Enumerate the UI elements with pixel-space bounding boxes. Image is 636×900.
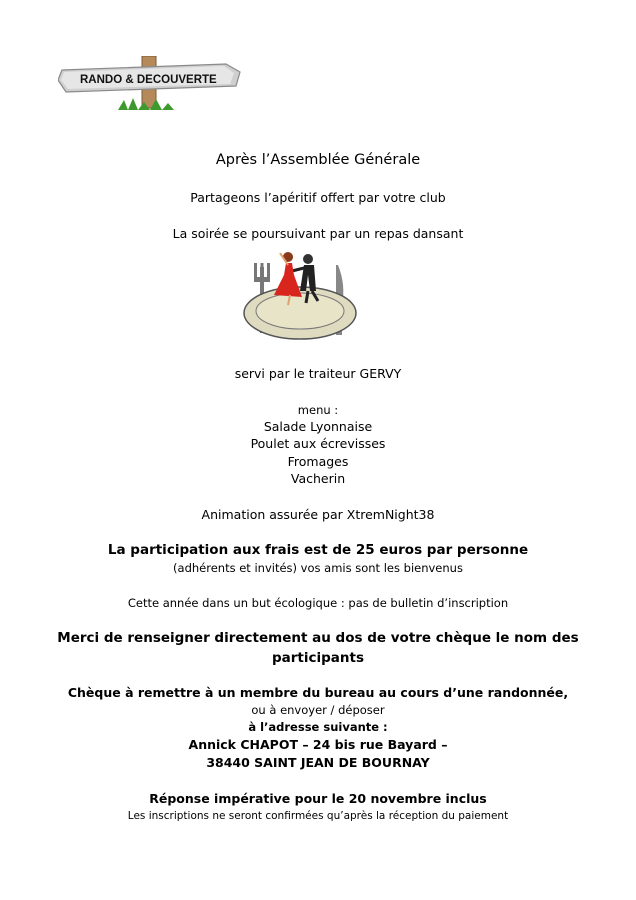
participation-text: La participation aux frais est de 25 euros par personne [107, 542, 529, 558]
reponse-text: Réponse impérative pour le 20 novembre inclus [149, 791, 487, 806]
ecologique-text: Cette année dans un but écologique : pas de bulletin d’inscription [127, 596, 509, 610]
signpost-icon [58, 56, 242, 114]
address-line-2: 38440 SAINT JEAN DE BOURNAY [206, 755, 430, 770]
logo-text: RANDO & DECOUVERTE [80, 74, 217, 86]
aperitif-text: Partageons l’apéritif offert par votre club [190, 190, 446, 205]
page-title: Après l’Assemblée Générale [215, 152, 421, 168]
address-line-1: Annick CHAPOT – 24 bis rue Bayard – [188, 737, 448, 752]
inscriptions-text: Les inscriptions ne seront confirmées qu’après la réception du paiement [127, 810, 509, 822]
cheque-line-1: Chèque à remettre à un membre du bureau au cours d’une randonnée, [67, 685, 569, 700]
invites-text: (adhérents et invités) vos amis sont les bienvenus [173, 561, 463, 575]
dinner-dance-illustration [230, 245, 372, 351]
menu-heading: menu : [297, 403, 339, 417]
menu-item: Fromages [287, 454, 349, 469]
animation-text: Animation assurée par XtremNight38 [201, 507, 435, 522]
merci-line-1: Merci de renseigner directement au dos de votre chèque le nom des [57, 630, 579, 646]
dancing-plate-icon [230, 245, 372, 351]
cheque-line-2: ou à envoyer / déposer [251, 703, 385, 717]
rando-logo [58, 56, 242, 114]
merci-line-2: participants [271, 650, 364, 666]
menu-item: Salade Lyonnaise [263, 419, 373, 434]
cheque-line-3: à l’adresse suivante : [248, 720, 388, 734]
traiteur-text: servi par le traiteur GERVY [234, 366, 402, 381]
menu-item: Vacherin [290, 471, 346, 486]
soiree-text: La soirée se poursuivant par un repas dansant [172, 226, 464, 241]
menu-item: Poulet aux écrevisses [250, 436, 386, 451]
